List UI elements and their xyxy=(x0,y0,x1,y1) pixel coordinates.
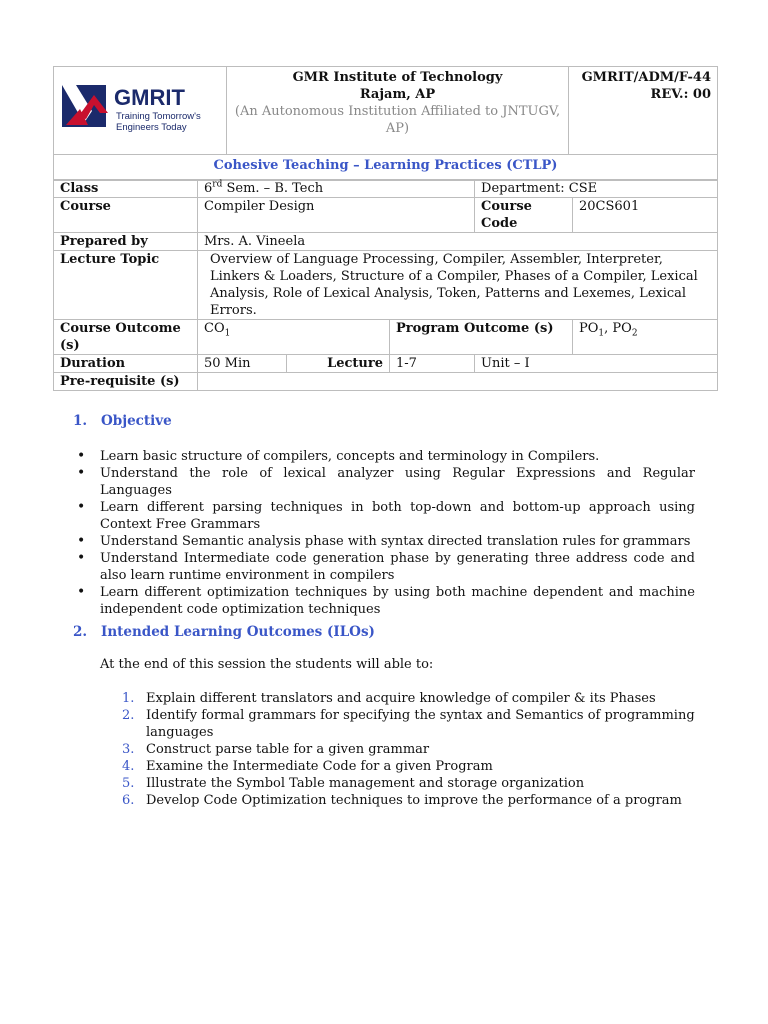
doc-code: GMRIT/ADM/F-44 xyxy=(581,70,711,85)
lecture-topic-label: Lecture Topic xyxy=(54,251,198,320)
list-item: • Understand Semantic analysis phase with syntax directed translation rules for grammars xyxy=(77,533,695,550)
prepared-by-value: Mrs. A. Vineela xyxy=(198,233,718,251)
list-item: • Understand Intermediate code generation phase by generating three address code and also learn runtime environment in compilers xyxy=(77,550,695,584)
department-value: Department: CSE xyxy=(475,180,718,198)
ctlp-title: Cohesive Teaching – Learning Practices (CTLP) xyxy=(54,155,718,181)
class-label: Class xyxy=(54,180,198,198)
ilo-intro: At the end of this session the students will able to: xyxy=(100,657,434,672)
course-label: Course xyxy=(54,198,198,233)
list-item: • Learn different parsing techniques in both top-down and bottom-up approach using Context Free Grammars xyxy=(77,499,695,533)
list-item: • Understand the role of lexical analyzer using Regular Expressions and Regular Languages xyxy=(77,465,695,499)
institute-name: GMR Institute of Technology xyxy=(292,70,503,85)
logo-cell xyxy=(54,67,227,155)
gmrit-logo xyxy=(54,67,227,149)
lecture-label: Lecture xyxy=(287,355,390,373)
institute-affiliation: (An Autonomous Institution Affiliated to JNTUGV, AP) xyxy=(234,104,561,136)
program-outcome-value: $PO_1$, $PO_2$ xyxy=(573,320,718,355)
list-item: 1. Explain different translators and acquire knowledge of compiler & its Phases xyxy=(122,691,656,706)
prerequisite-value xyxy=(198,373,718,391)
duration-label: Duration xyxy=(54,355,198,373)
institute-cell xyxy=(227,67,569,155)
svg-text:Training Tomorrow's: Training Tomorrow's xyxy=(116,111,201,122)
lecture-topic-value: Overview of Language Processing, Compiler, Assembler, Interpreter, Linkers & Loaders, Structure of a Compiler, Phases of a Compiler, Lexical Analysis, Role of Lexical Analysis, Token, Patterns and Lexemes, Lexical Errors. xyxy=(198,251,718,320)
prerequisite-label: Pre-requisite (s) xyxy=(54,373,198,391)
svg-text:Engineers Today: Engineers Today xyxy=(116,122,187,133)
course-code-label: Course Code xyxy=(475,198,573,233)
list-item: 6. Develop Code Optimization techniques to improve the performance of a program xyxy=(122,793,682,808)
course-value: Compiler Design xyxy=(198,198,475,233)
objective-heading: 1. Objective xyxy=(73,413,172,429)
list-item: • Learn different optimization techniques by using both machine dependent and machine independent code optimization techniques xyxy=(77,584,695,618)
prepared-by-label: Prepared by xyxy=(54,233,198,251)
header-table xyxy=(53,66,718,181)
course-code-value: 20CS601 xyxy=(573,198,718,233)
class-value: 6rd Sem. – B. Tech xyxy=(198,180,475,198)
list-item: 3. Construct parse table for a given grammar xyxy=(122,742,430,757)
objective-list xyxy=(77,448,695,618)
course-info-table xyxy=(53,179,718,391)
svg-text:GMRIT: GMRIT xyxy=(114,85,185,110)
unit-value: Unit – I xyxy=(475,355,718,373)
institute-location: Rajam, AP xyxy=(359,87,436,102)
list-item: 5. Illustrate the Symbol Table management and storage organization xyxy=(122,776,585,791)
doc-revision: REV.: 00 xyxy=(650,87,711,102)
program-outcome-label: Program Outcome (s) xyxy=(390,320,573,355)
lecture-value: 1-7 xyxy=(390,355,475,373)
ilo-list xyxy=(122,690,700,809)
doc-code-cell xyxy=(569,67,718,155)
list-item: 2. Identify formal grammars for specifying the syntax and Semantics of programming languages xyxy=(122,708,695,740)
list-item: 4. Examine the Intermediate Code for a given Program xyxy=(122,759,493,774)
list-item: • Learn basic structure of compilers, concepts and terminology in Compilers. xyxy=(77,448,695,465)
ilo-heading: 2. Intended Learning Outcomes (ILOs) xyxy=(73,624,375,640)
course-outcome-value: $CO_1$ xyxy=(198,320,390,355)
duration-value: 50 Min xyxy=(198,355,287,373)
course-outcome-label: Course Outcome (s) xyxy=(54,320,198,355)
